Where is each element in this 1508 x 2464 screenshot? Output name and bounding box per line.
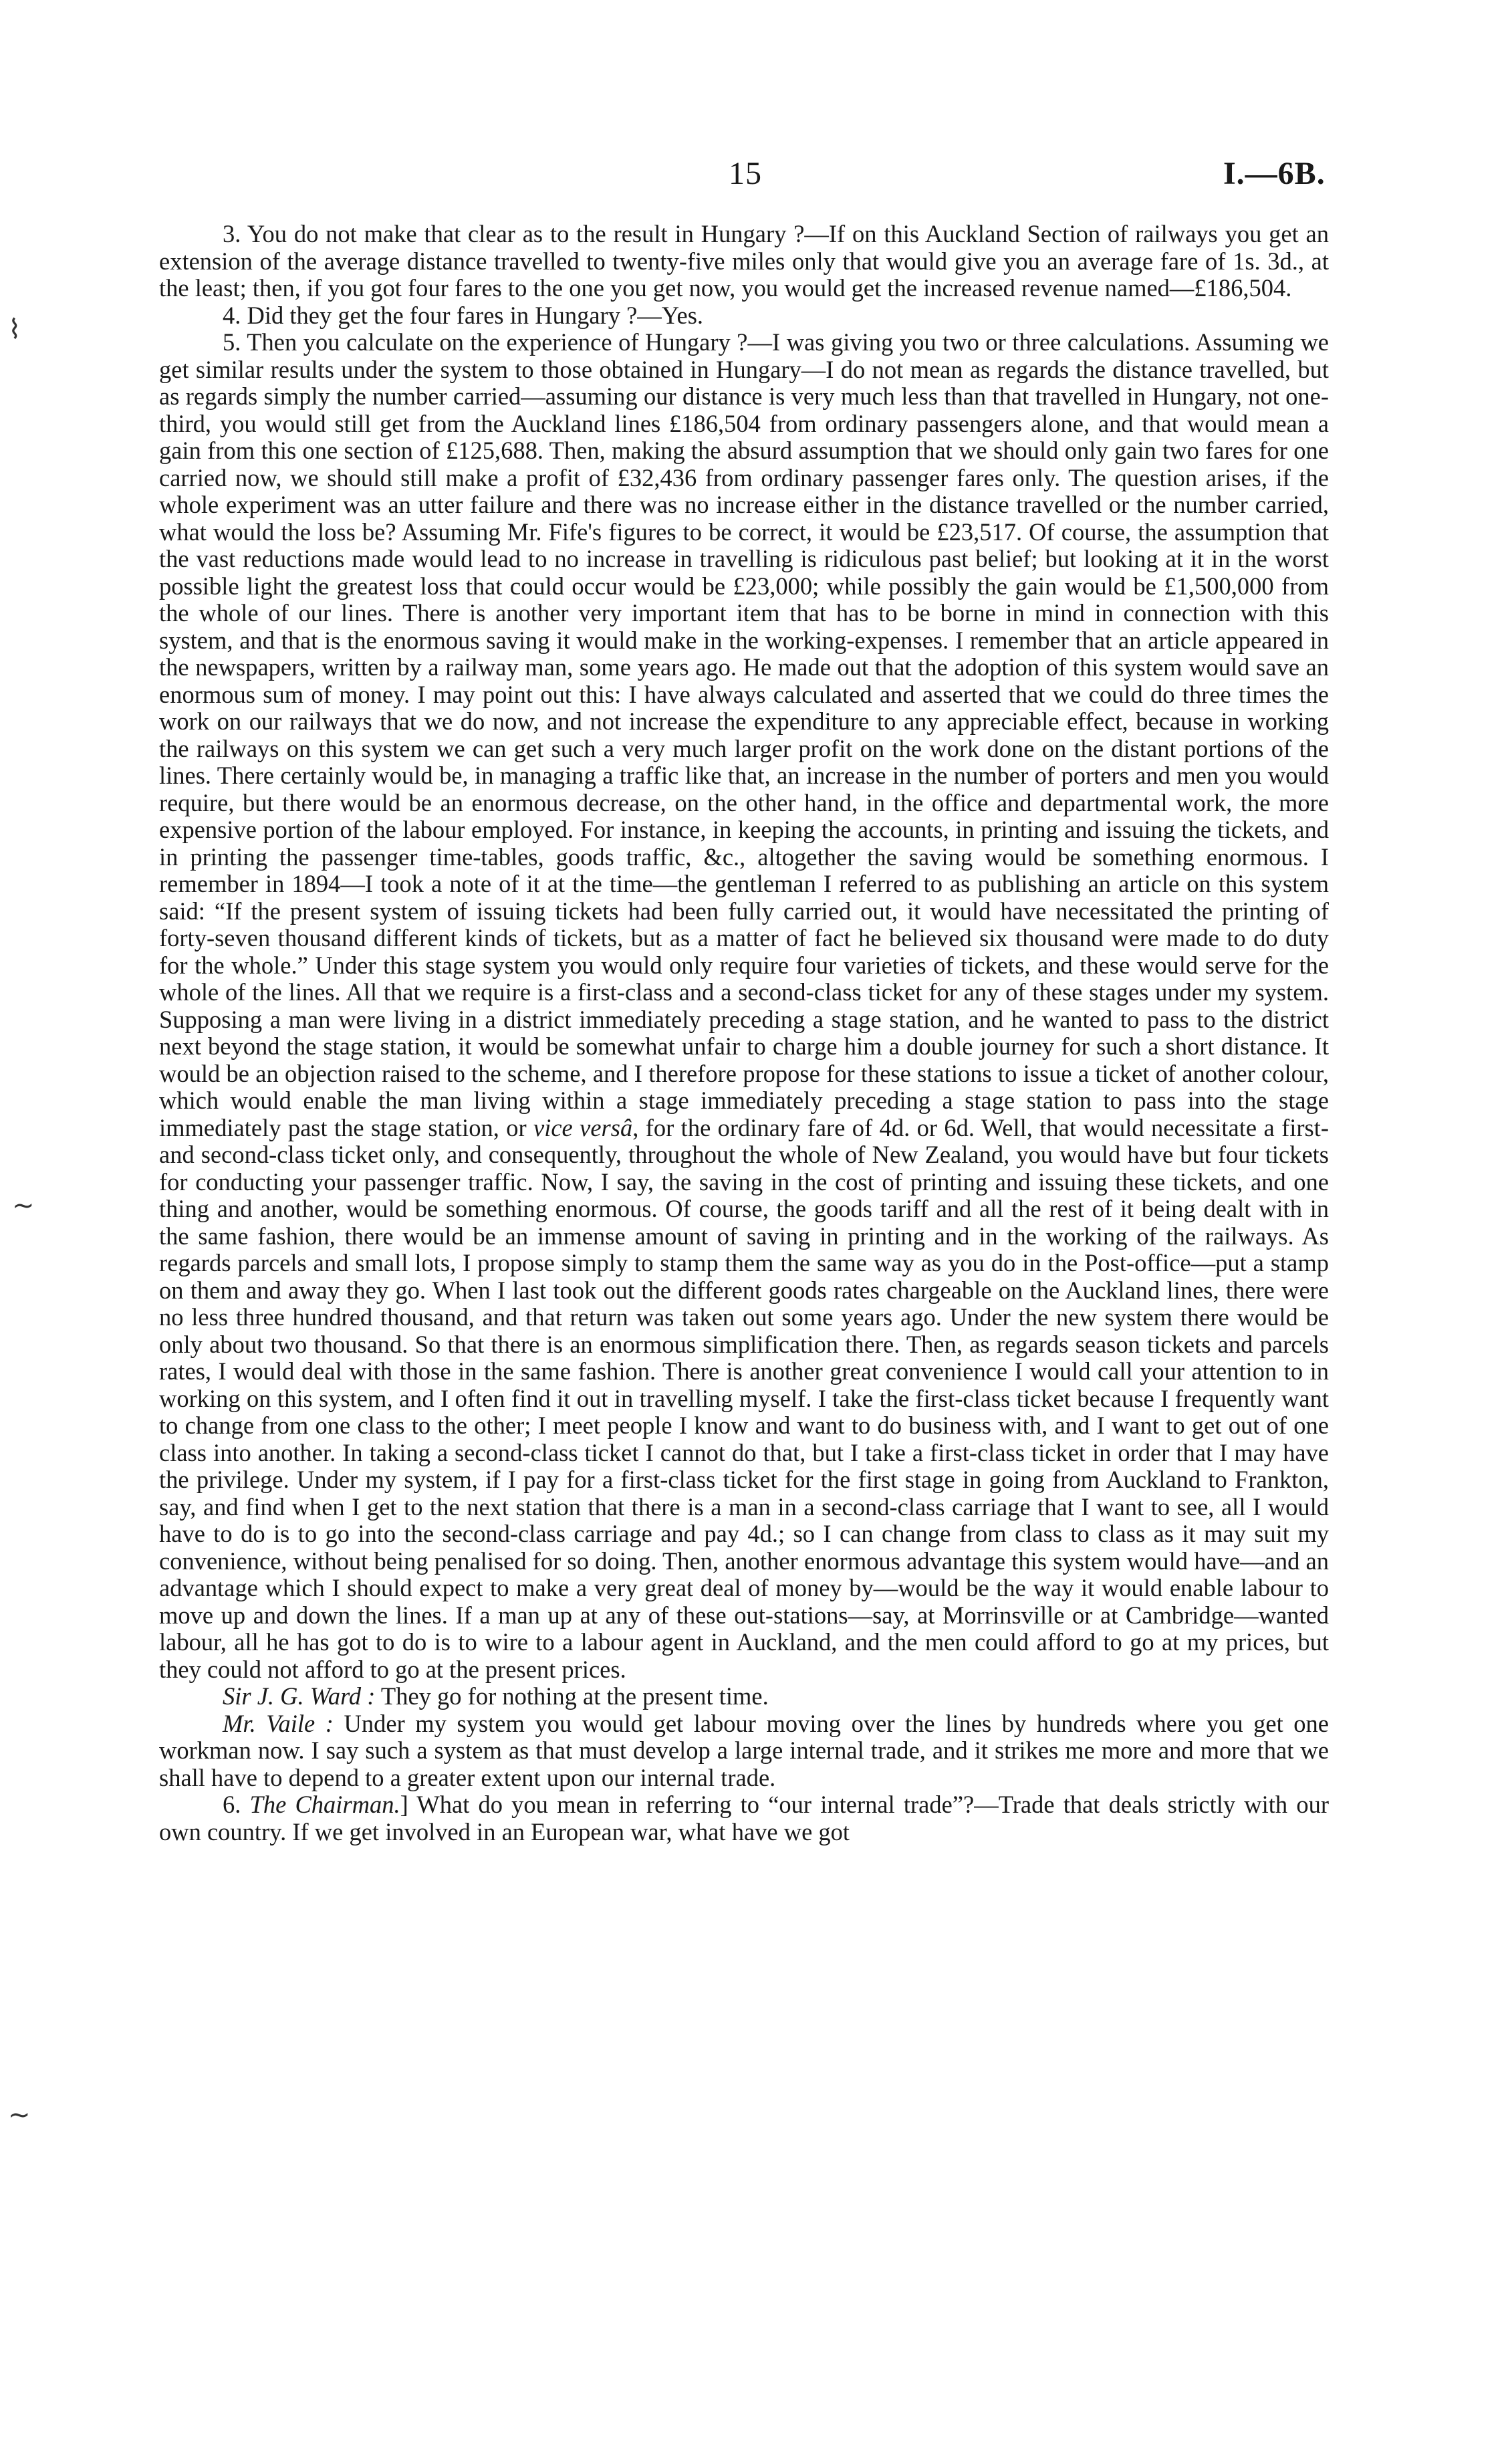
document-reference: I.—6B. xyxy=(1223,156,1326,191)
paragraph-text: 5. Then you calculate on the experience of Hungary ?—I was giving you two or three calculations. Assuming we get similar results under the system to those obtained in Hungary—I do not mean as regards the distance travelled, but as regards simply the number carried—assuming our distance is very much less than that travelled in Hungary, not one-third, you would still get from the Auckland lines £186,504 from ordinary passengers alone, and that would mean a gain from this one section of £125,688. Then, making the absurd assumption that we should only gain two fares for one carried now, we should still make a profit of £32,436 from ordinary passenger fares only. The question arises, if the whole experiment was an utter failure and there was no increase either in the distance travelled or the number carried, what would the loss be? Assuming Mr. Fife's figures to be correct, it would be £23,517. Of course, the assumption that the vast reductions made would lead to no increase in travelling is ridiculous past belief; but looking at it in the worst possible light the greatest loss that could occur would be £23,000; while possibly the gain would be £1,500,000 from the whole of our lines. There is another very important item that has to be borne in mind in connection with this system, and that is the enormous saving it would make in the working-expenses. I remember that an article appeared in the newspapers, written by a railway man, some years ago. He made out that the adoption of this system would save an enormous sum of money. I may point out this: I have always calculated and asserted that we could do three times the work on our railways that we do now, and not increase the expenditure to any appreciable effect, because in working the railways on this system we can get such a very much larger profit on the work done on the distant portions of the lines. There certainly would be, in managing a traffic like that, an increase in the number of porters and men you would require, but there would be an enormous decrease, on the other hand, in the office and departmental work, the more expensive portion of the labour employed. For instance, in keeping the accounts, in printing and issuing the tickets, and in printing the passenger time-tables, goods traffic, &c., altogether the saving would be something enormous. I remember in 1894—I took a note of it at the time—the gentleman I referred to as publishing an article on this system said: “If the present system of issuing tickets had been fully carried out, it would have necessitated the printing of forty-seven thousand different kinds of tickets, but as a matter of fact he believed six thousand were made to do duty for the whole.” Under this stage system you would only require four varieties of tickets, and these would serve for the whole of the lines. All that we require is a first-class and a second-class ticket for any of these stages under my system. Supposing a man were living in a district immediately preceding a stage station, and he wanted to pass to the district next beyond the stage station, it would be somewhat unfair to charge him a double journey for such a short distance. It would be an objection raised to the scheme, and I therefore propose for these stations to issue a ticket of another colour, which would enable the man living within a stage immediately preceding a stage station to pass into the stage immediately past the stage station, or xyxy=(159,328,1329,1141)
margin-annotation-mark: ~ xyxy=(12,1190,35,1221)
paragraph-q4 xyxy=(159,302,1329,330)
paragraph-text: 4. Did they get the four fares in Hungary ?—Yes. xyxy=(223,301,704,329)
paragraph-text-continued: , for the ordinary fare of 4d. or 6d. Well, that would necessitate a first- and second-class ticket only, and consequently, throughout the whole of New Zealand, you would have but four tickets for conducting your passenger traffic. Now, I say, the saving in the cost of printing and issuing these tickets, and one thing and another, would be something enormous. Of course, the goods tariff and all the rest of it being dealt with in the same fashion, there would be an immense amount of saving in printing and in the working of the railways. As regards parcels and small lots, I propose simply to stamp them the same way as you do in the Post-office—put a stamp on them and away they go. When I last took out the different goods rates chargeable on the Auckland lines, there were no less three hundred thousand, and that return was taken out some years ago. Under the new system there would be only about two thousand. So that there is an enormous simplification there. Then, as regards season tickets and parcels rates, I would deal with those in the same fashion. There is another great convenience I would call your attention to in working on this system, and I often find it out in travelling myself. I take the first-class ticket because I frequently want to change from one class to the other; I meet people I know and want to do business with, and I want to get out of one class into another. In taking a second-class ticket I cannot do that, but I take a first-class ticket in order that I may have the privilege. Under my system, if I pay for a first-class ticket for the first stage in going from Auckland to Frankton, say, and find when I get to the next station that there is a man in a second-class carriage that I want to see, all I would have to do is to go into the second-class carriage and pay 4d.; so I can change from class to class as it may suit my convenience, without being penalised for so doing. Then, another enormous advantage this system would have—and an advantage which I should expect to make a very great deal of money by—would be the way it would enable labour to move up and down the lines. If a man up at any of these out-stations—say, at Morrinsville or at Cambridge—wanted labour, all he has got to do is to wire to a labour agent in Auckland, and the men could afford to go at my prices, but they could not afford to go at the present prices. xyxy=(159,1113,1330,1683)
margin-annotation-mark: ~ xyxy=(8,2100,31,2130)
page-header xyxy=(0,155,1508,209)
question-number: 6. xyxy=(223,1791,250,1818)
speaker-name: Mr. Vaile : xyxy=(223,1709,334,1737)
paragraph-text: They go for nothing at the present time. xyxy=(375,1682,769,1710)
body-text xyxy=(159,221,1329,1845)
speaker-name: Sir J. G. Ward : xyxy=(223,1682,376,1710)
paragraph-vaile xyxy=(159,1710,1329,1792)
paragraph-q3 xyxy=(159,221,1329,302)
paragraph-text: 3. You do not make that clear as to the result in Hungary ?—If on this Auckland Section of railways you get an extension of the average distance travelled to twenty-five miles only that would give you an average fare of 1s. 3d., at the least; then, if you got four fares to the one you get now, you would get the increased revenue named—£186,504. xyxy=(159,220,1329,302)
paragraph-q6 xyxy=(159,1791,1329,1845)
page-number: 15 xyxy=(729,156,762,191)
paragraph-text: Under my system you would get labour moving over the lines by hundreds where you get one workman now. I say such a system as that must develop a large internal trade, and it strikes me more and more that we shall have to depend to a greater extent upon our internal trade. xyxy=(159,1709,1330,1791)
speaker-name: The Chairman. xyxy=(249,1791,400,1818)
paragraph-ward xyxy=(159,1683,1329,1710)
italic-phrase: vice versâ xyxy=(533,1113,633,1141)
margin-annotation-mark: ⌇ xyxy=(8,314,21,345)
paragraph-q5 xyxy=(159,329,1329,1683)
paragraph-text: ] What do you mean in referring to “our internal trade”?—Trade that deals strictly with our own country. If we get involved in an European war, what have we got xyxy=(159,1791,1329,1845)
